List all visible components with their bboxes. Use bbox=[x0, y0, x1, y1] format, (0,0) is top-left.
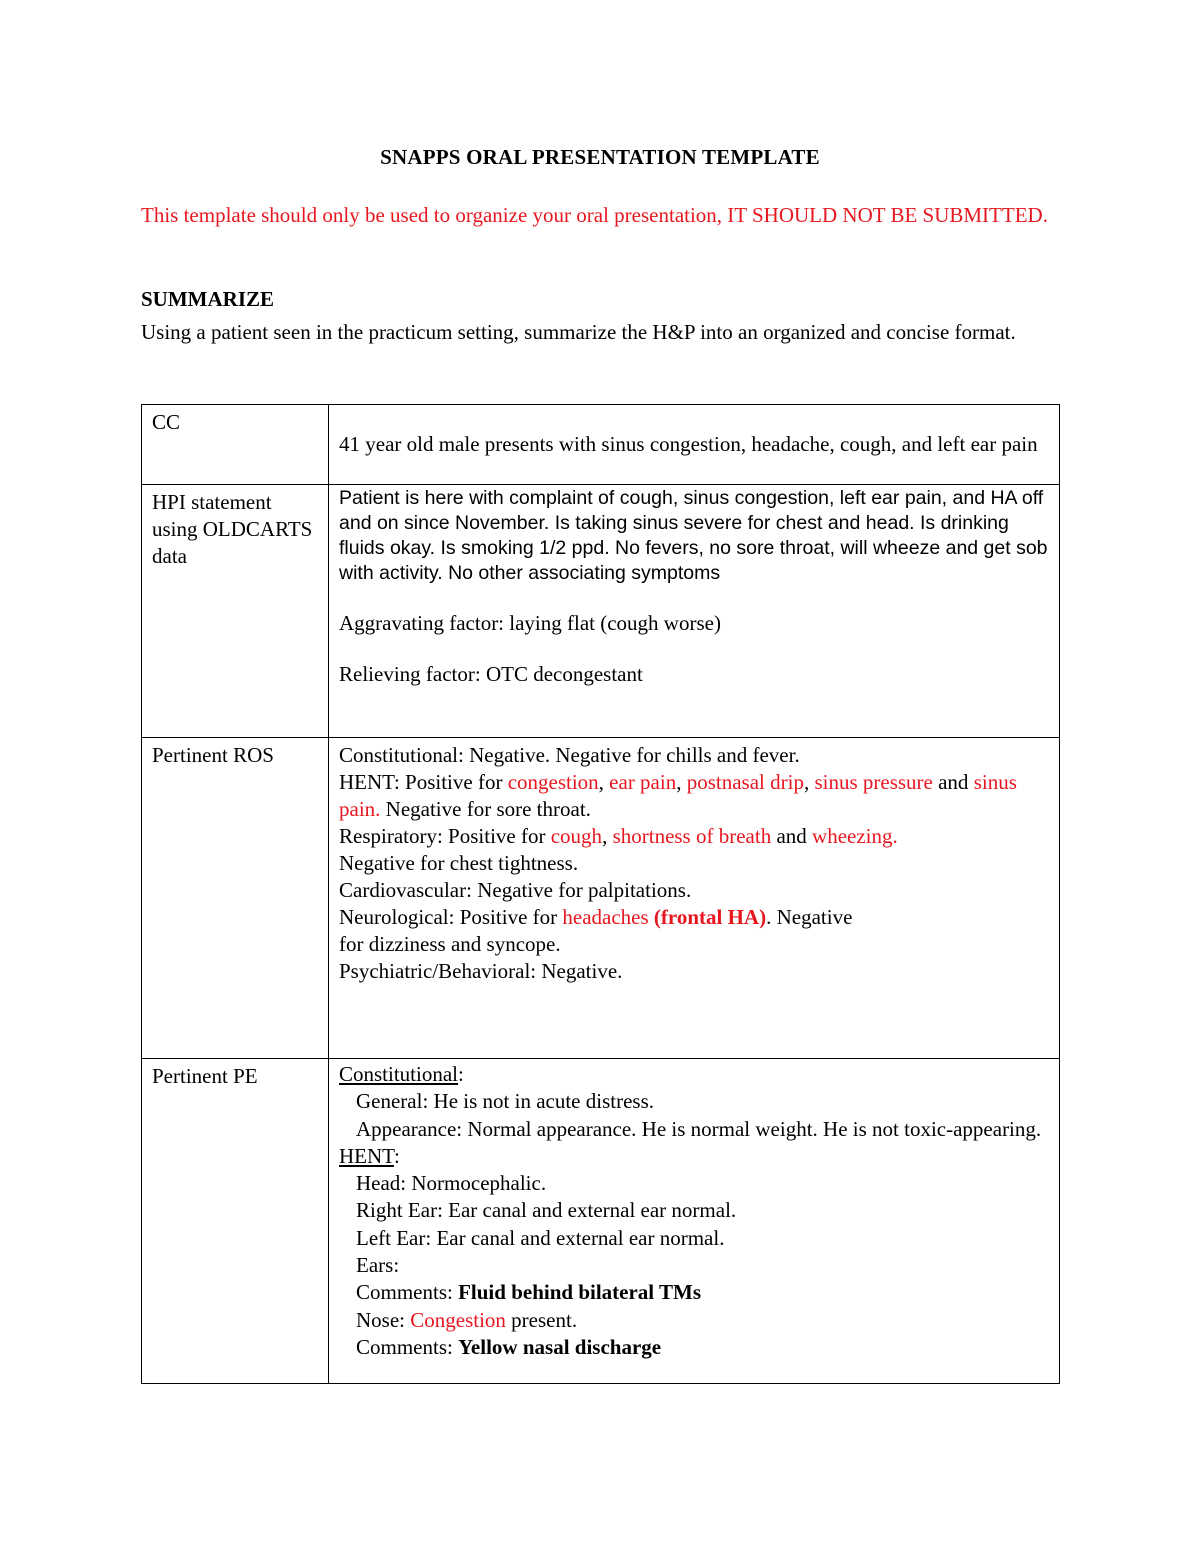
table-row-hpi bbox=[142, 485, 1060, 738]
ros-neuro-negative: for dizziness and syncope. bbox=[339, 932, 561, 956]
cc-label: CC bbox=[142, 405, 329, 485]
ros-neurological: Neurological: Positive for headaches (frontal HA). Negative bbox=[339, 905, 853, 929]
ros-cardiovascular: Cardiovascular: Negative for palpitations. bbox=[339, 878, 692, 902]
ros-psychiatric: Psychiatric/Behavioral: Negative. bbox=[339, 959, 623, 983]
pe-nose-comments: Comments: Yellow nasal discharge bbox=[356, 1334, 662, 1359]
hpi-aggravating: Aggravating factor: laying flat (cough worse) bbox=[339, 611, 721, 635]
warning-notice: This template should only be used to organize your oral presentation, IT SHOULD NOT BE SUBMITTED. bbox=[141, 203, 1048, 227]
hpi-text: Patient is here with complaint of cough, sinus congestion, left ear pain, and HA off and on since November. Is taking sinus severe for chest and head. Is drinking fluids okay. Is smoking 1/2 ppd. No fevers, no sore throat, will wheeze and get sob with activity. No other associating symptoms bbox=[339, 487, 1048, 584]
hpi-label: HPI statement using OLDCARTS data bbox=[142, 485, 329, 738]
hpi-cell bbox=[329, 485, 1060, 738]
cc-cell bbox=[329, 405, 1060, 485]
hpi-relieving: Relieving factor: OTC decongestant bbox=[339, 662, 643, 686]
pe-general: General: He is not in acute distress. bbox=[356, 1089, 654, 1114]
table-row-pe bbox=[142, 1059, 1060, 1384]
ros-resp-sob: shortness of breath bbox=[612, 824, 772, 848]
ros-cell bbox=[329, 738, 1060, 1059]
pe-ears: Ears: bbox=[356, 1253, 400, 1278]
pe-hent-heading: HENT: bbox=[339, 1143, 400, 1168]
summarize-heading: SUMMARIZE bbox=[141, 287, 275, 311]
pe-appearance: Appearance: Normal appearance. He is normal weight. He is not toxic-appearing. bbox=[356, 1116, 1042, 1141]
ros-neuro-frontal: (frontal HA) bbox=[653, 905, 767, 929]
ros-respiratory: Respiratory: Positive for cough, shortness of breath and wheezing. bbox=[339, 824, 898, 848]
page-title: SNAPPS ORAL PRESENTATION TEMPLATE bbox=[380, 145, 820, 169]
pe-left-ear: Left Ear: Ear canal and external ear normal. bbox=[356, 1225, 725, 1250]
ros-hent-congestion: congestion bbox=[507, 770, 599, 794]
ros-resp-wheezing: wheezing bbox=[812, 824, 893, 848]
ros-neuro-headaches: headaches bbox=[562, 905, 649, 929]
summarize-intro: Using a patient seen in the practicum setting, summarize the H&P into an organized and concise format. bbox=[141, 320, 1016, 344]
pe-label: Pertinent PE bbox=[142, 1059, 329, 1384]
pe-right-ear: Right Ear: Ear canal and external ear normal. bbox=[356, 1198, 737, 1223]
ros-resp-cough: cough bbox=[550, 824, 603, 848]
ros-hent-sinus-pressure: sinus pressure bbox=[814, 770, 933, 794]
table-row-cc bbox=[142, 405, 1060, 485]
ros-resp-negative: Negative for chest tightness. bbox=[339, 851, 579, 875]
pe-head: Head: Normocephalic. bbox=[356, 1171, 547, 1196]
ros-hent-sinus-pain: sinus pain bbox=[339, 770, 1017, 821]
cc-text: 41 year old male presents with sinus congestion, headache, cough, and left ear pain bbox=[339, 432, 1038, 456]
ros-hent: HENT: Positive for congestion, ear pain, postnasal drip, sinus pressure and sinus pain. Negative for sore throat. bbox=[339, 770, 1017, 821]
table-row-ros bbox=[142, 738, 1060, 1059]
pe-constitutional-heading: Constitutional: bbox=[339, 1062, 464, 1086]
pe-nose: Nose: Congestion present. bbox=[356, 1307, 578, 1332]
pe-ears-comments: Comments: Fluid behind bilateral TMs bbox=[356, 1280, 702, 1305]
ros-constitutional: Constitutional: Negative. Negative for chills and fever. bbox=[339, 743, 800, 767]
ros-label: Pertinent ROS bbox=[142, 738, 329, 1059]
pe-cell bbox=[329, 1059, 1060, 1384]
ros-hent-ear-pain: ear pain bbox=[609, 770, 677, 794]
pe-nose-congestion: Congestion bbox=[410, 1307, 506, 1332]
ros-hent-postnasal: postnasal drip bbox=[686, 770, 804, 794]
summary-table bbox=[141, 404, 1060, 1384]
